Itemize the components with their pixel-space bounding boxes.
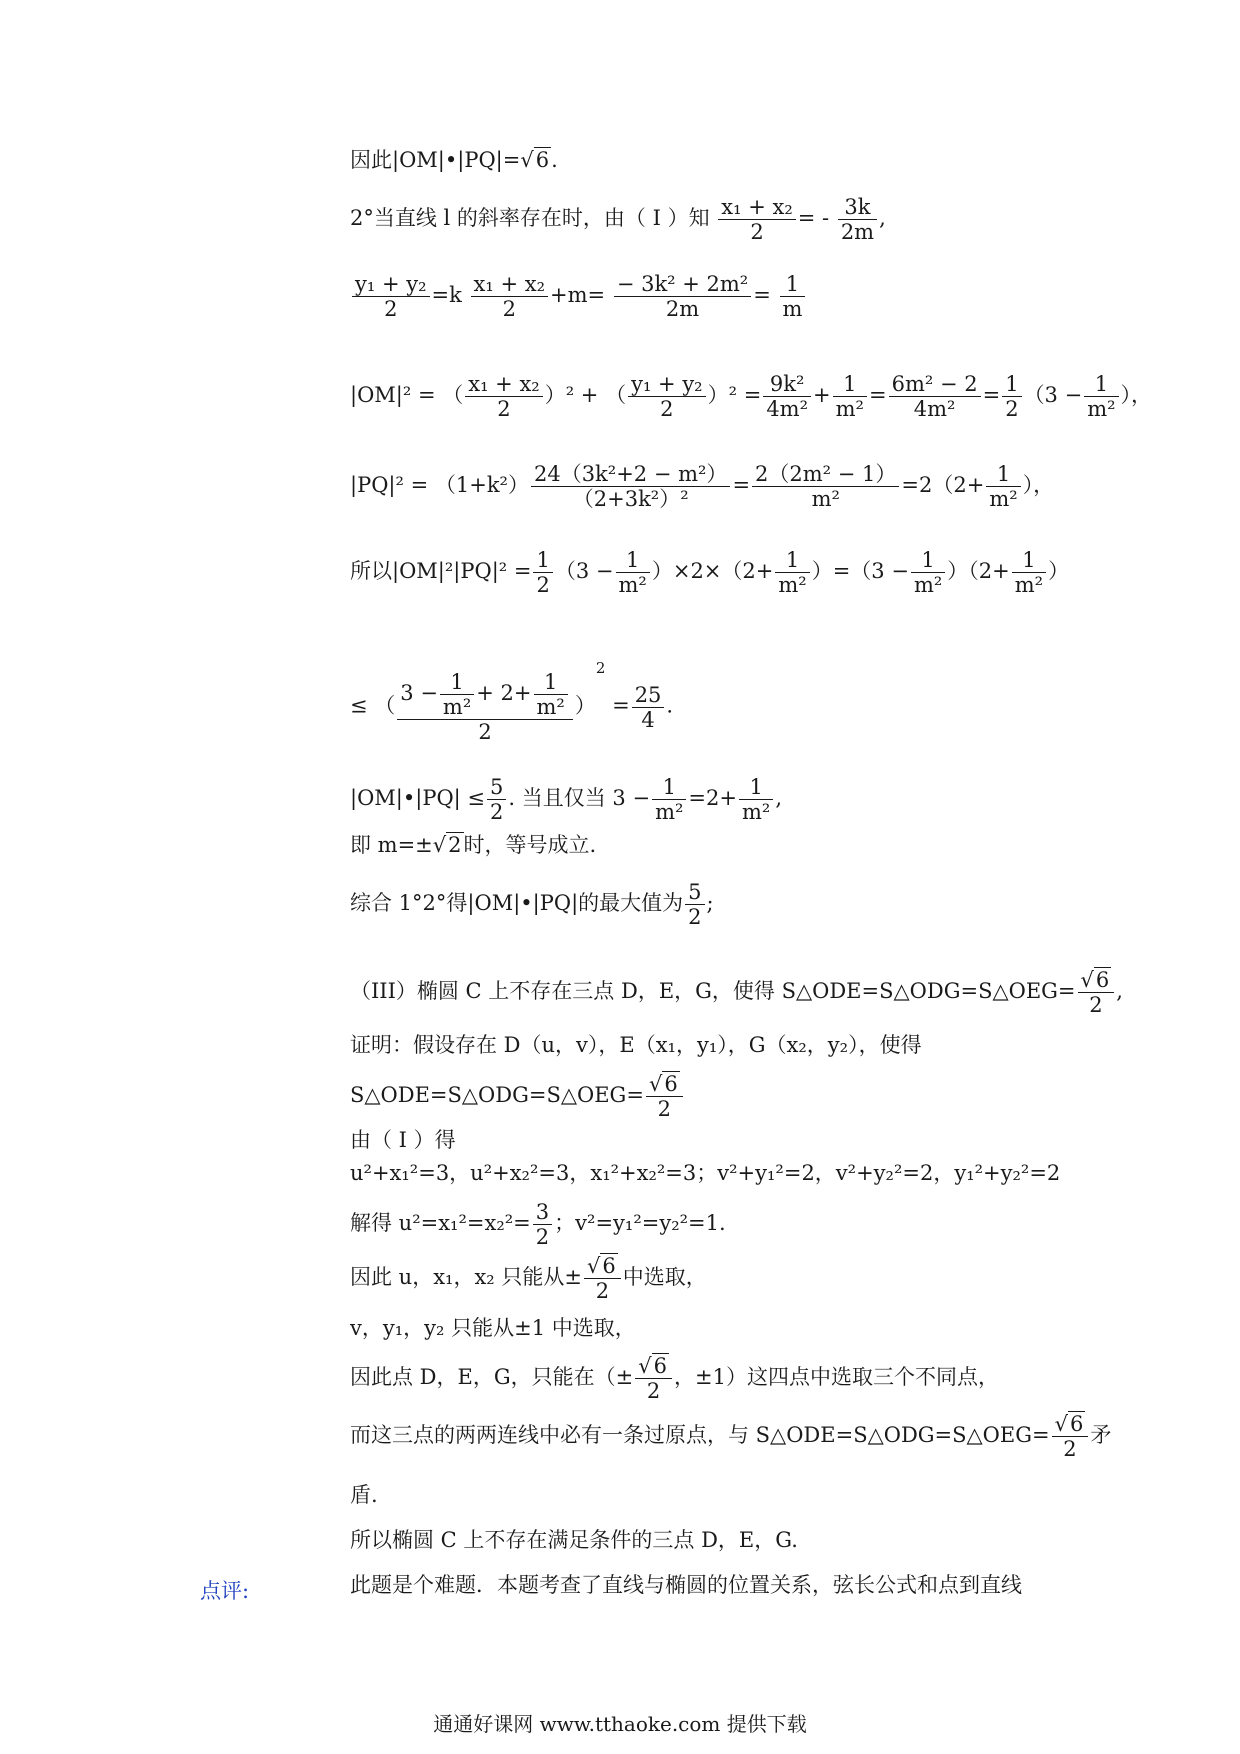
line-5: |PQ|² = （1+k²） $\frac{\text{24（3k²+2 − m²）}}{\text{（2+3k²）²}}$ = $\frac{\text{2（2m² − 1）}}{\text{m²}}$ =2（2+ $\frac{1}{\text{m²}}$ ）， (350, 462, 1055, 512)
fraction: $\frac{√6}{2}$ (584, 1254, 621, 1303)
line-10: 综合 1°2°得|OM|•|PQ|的最大值为 $\frac{5}{2}$ ; (350, 880, 714, 930)
fraction: $\frac{1}{\text{m²}}$ (534, 670, 568, 719)
fraction: $\frac{\text{6m² − 2}}{\text{4m²}}$ (889, 372, 981, 421)
line-11: （III）椭圆 C 上不存在三点 D，E，G，使得 S△ODE=S△ODG=S△OEG= $\frac{√6}{2}$ , (350, 968, 1123, 1018)
fraction: $\frac{\text{− 3k² + 2m²}}{2m}$ (614, 272, 751, 321)
sqrt: √6 (520, 148, 550, 172)
fraction: $\frac{√6}{2}$ (1078, 968, 1115, 1017)
fraction: $\frac{1}{\text{m²}}$ (833, 372, 867, 421)
line-6: 所以|OM|²|PQ|² = $\frac{1}{2}$ （3 − $\frac{1}{\text{m²}}$ ）×2×（2+ $\frac{1}{\text{m²}}$ ）=（3 − $\frac{1}{\text{m²}}$ ）（2+ $\frac{1}{\text{m²}}$ ） (350, 548, 1070, 598)
fraction: $\frac{1}{\text{m²}}$ (1012, 548, 1046, 597)
sqrt: √6 (648, 1072, 678, 1096)
fraction: $\frac{25}{4}$ (632, 683, 665, 732)
sqrt: √6 (1080, 968, 1110, 992)
fraction: $\frac{1}{\text{m²}}$ (911, 548, 945, 597)
line-7: ≤ （ 3 − $\frac{1}{\text{m²}}$ + 2+ $\frac{1}{\text{m²}}$ 2 ）$^2$ = $\frac{25}{4}$ . (350, 658, 674, 745)
fraction: $\frac{1}{\text{m²}}$ (1084, 372, 1118, 421)
sqrt: √6 (587, 1254, 616, 1278)
fraction: $\frac{1}{\text{m²}}$ (652, 775, 686, 824)
line-19: 因此点 D，E，G，只能在（± $\frac{√6}{2}$ ，±1）这四点中选取三个不同点， (350, 1354, 999, 1404)
fraction: $\frac{\text{y₁ + y₂}}{2}$ (352, 272, 430, 321)
line-2: 2°当直线 l 的斜率存在时，由（ I ）知 $\frac{\text{x₁ + x₂}}{2}$ = - $\frac{3k}{2m}$ , (350, 195, 886, 245)
fraction: $\frac{5}{2}$ (685, 880, 704, 929)
fraction: $\frac{1}{m}$ (780, 272, 806, 321)
footer: 通通好课网 www.tthaoke.com 提供下载 (433, 1712, 807, 1736)
line-1: 因此|OM|•|PQ|=√6. (350, 148, 558, 172)
line-21: 盾. (350, 1483, 378, 1507)
sqrt: √6 (638, 1354, 667, 1378)
line-12: 证明：假设存在 D（u，v），E（x₁，y₁），G（x₂，y₂），使得 (350, 1033, 922, 1057)
fraction: $\frac{3}{2}$ (533, 1200, 552, 1249)
fraction: $\frac{5}{2}$ (487, 775, 506, 824)
fraction: $\frac{√6}{2}$ (1052, 1412, 1089, 1461)
fraction: $\frac{3k}{2m}$ (838, 195, 877, 244)
line-18: v，y₁，y₂ 只能从±1 中选取， (350, 1316, 636, 1340)
fraction: $\frac{\text{9k²}}{\text{4m²}}$ (763, 372, 811, 421)
fraction: $\frac{\text{x₁ + x₂}}{2}$ (718, 195, 795, 244)
fraction: $\frac{\text{x₁ + x₂}}{2}$ (471, 272, 548, 321)
review-label: 点评: (200, 1579, 250, 1603)
line-15: u²+x₁²=3，u²+x₂²=3，x₁²+x₂²=3；v²+y₁²=2，v²+y₂²=2，y₁²+y₂²=2 (350, 1161, 1061, 1185)
line-13: S△ODE=S△ODG=S△OEG= $\frac{√6}{2}$ (350, 1072, 685, 1121)
review-text: 此题是个难题．本题考查了直线与椭圆的位置关系，弦长公式和点到直线 (350, 1573, 1022, 1597)
fraction: $\frac{\text{y₁ + y₂}}{2}$ (628, 372, 706, 421)
fraction: $\frac{1}{\text{m²}}$ (440, 670, 474, 719)
fraction: $\frac{1}{\text{m²}}$ (739, 775, 773, 824)
line-22: 所以椭圆 C 上不存在满足条件的三点 D，E，G. (350, 1528, 798, 1552)
fraction: 3 − $\frac{1}{\text{m²}}$ + 2+ $\frac{1}{\text{m²}}$ 2 (397, 670, 573, 744)
fraction: $\frac{1}{2}$ (1002, 372, 1021, 421)
line-8: |OM|•|PQ| ≤ $\frac{5}{2}$ . 当且仅当 3 − $\frac{1}{\text{m²}}$ =2+ $\frac{1}{\text{m²}}$ , (350, 775, 783, 825)
fraction: $\frac{1}{\text{m²}}$ (775, 548, 809, 597)
fraction: $\frac{1}{2}$ (533, 548, 552, 597)
line-4: |OM|² = （ $\frac{\text{x₁ + x₂}}{2}$ ）² + （ $\frac{\text{y₁ + y₂}}{2}$ ）² = $\frac{\text{9k²}}{\text{4m²}}$ + $\frac{1}{\text{m²}}$ = $\frac{\text{6m² − 2}}{\text{4m²}}$ = $\frac{1}{2}$ （3 − $\frac{1}{\text{m²}}$ ）， (350, 372, 1153, 422)
fraction: $\frac{1}{\text{m²}}$ (986, 462, 1020, 511)
line-16: 解得 u²=x₁²=x₂²= $\frac{3}{2}$ ；v²=y₁²=y₂²=1. (350, 1200, 726, 1250)
line-9: 即 m=±√2时，等号成立. (350, 833, 597, 857)
fraction: $\frac{\text{x₁ + x₂}}{2}$ (465, 372, 542, 421)
fraction: $\frac{\text{24（3k²+2 − m²）}}{\text{（2+3k²）²}}$ (531, 462, 730, 511)
fraction: $\frac{1}{\text{m²}}$ (616, 548, 650, 597)
fraction: $\frac{√6}{2}$ (635, 1354, 672, 1403)
sqrt: √6 (1054, 1412, 1084, 1436)
fraction: $\frac{\text{2（2m² − 1）}}{\text{m²}}$ (752, 462, 899, 511)
fraction: $\frac{√6}{2}$ (646, 1072, 683, 1121)
line-17: 因此 u，x₁，x₂ 只能从± $\frac{√6}{2}$ 中选取， (350, 1254, 707, 1304)
line-3: $\frac{\text{y₁ + y₂}}{2}$ =k $\frac{\text{x₁ + x₂}}{2}$ +m= $\frac{\text{− 3k² + 2m²}}{2m}$ = $\frac{1}{m}$ (350, 272, 807, 321)
line-20: 而这三点的两两连线中必有一条过原点，与 S△ODE=S△ODG=S△OEG= $\frac{√6}{2}$ 矛 (350, 1412, 1112, 1462)
sqrt: √2 (432, 833, 462, 857)
line-14: 由（ I ）得 (350, 1128, 456, 1152)
